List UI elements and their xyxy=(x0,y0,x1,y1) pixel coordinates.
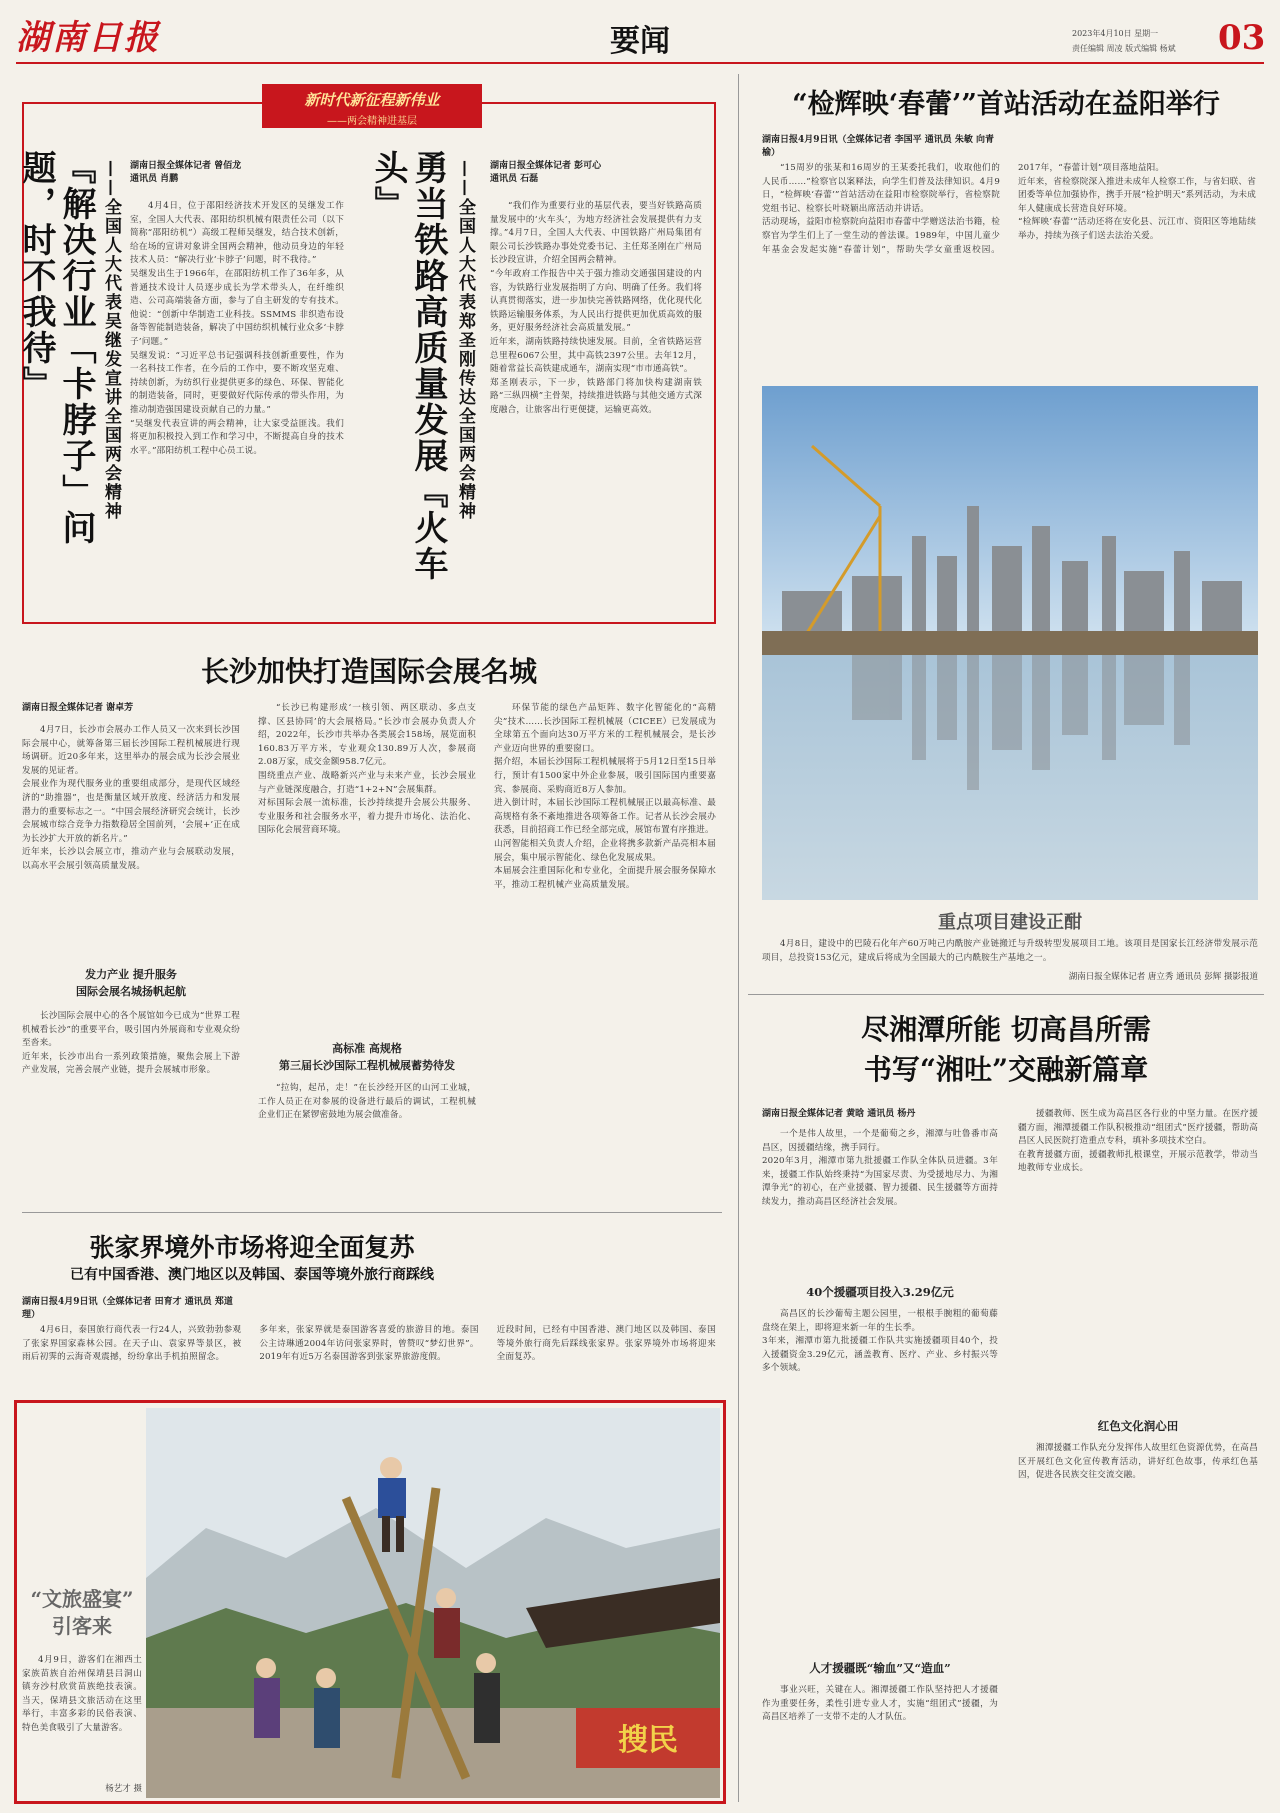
masthead-rule xyxy=(16,62,1264,64)
horizontal-rule xyxy=(748,994,1264,995)
article5-subtitle: 已有中国香港、澳门地区以及韩国、泰国等境外旅行商踩线 xyxy=(70,1267,434,1283)
article6-body-c: 事业兴旺，关键在人。湘潭援疆工作队坚持把人才援疆作为重要任务，柔性引进专业人才，实施“组团式”援疆，为高昌区培养了一支带不走的人才队伍。 xyxy=(762,1685,998,1723)
editor-line: 责任编辑 周凌 版式编辑 杨斌 xyxy=(1072,44,1176,53)
masthead xyxy=(0,0,1280,66)
vertical-rule xyxy=(738,74,739,1802)
newspaper-logo: 湖南日报 xyxy=(16,18,160,58)
article6-subhead3: 红色文化润心田 xyxy=(1097,1419,1179,1433)
article4-body: 4月7日，长沙市会展办工作人员又一次来到长沙国际会展中心，就筹备第三届长沙国际工程机械展进行现场调研。近20多年来，这里举办的展会成为长沙会展业发展的见证者。 会展业作为现代服务业的重要组成部分，是现代区域经济的“助推器”，也是衡量区域开放度、经济活力和发展潜力的重要标志之一。“中国会展经济研究会统计，长沙会展城市综合竞争力指数稳居全国前列，‘会展+’正在成为长沙扩大开放的新名片。” 近年来，长沙以会展立市，推动产业与会展联动发展，以高水平会展引领高质量发展。 xyxy=(22,725,240,871)
folk-photo xyxy=(146,1408,720,1798)
article5-body: 4月6日，泰国旅行商代表一行24人，兴致勃勃参观了张家界国家森林公园。在天子山、袁家界等景区，被雨后初霁的云海奇观震撼，纷纷拿出手机拍照留念。 多年来，张家界就是泰国游客喜爱的旅游目的地。泰国公主诗琳通2004年访问张家界时，曾赞叹“梦幻世界”。2019年有近5万名泰国游客到张家界旅游度假。 近段时间，已经有中国香港、澳门地区以及韩国、泰国等境外旅行商先后踩线张家界。张家界境外市场将迎来全面复苏。 xyxy=(22,1325,716,1363)
photo2-credit: 杨艺才 摄 xyxy=(105,1784,142,1794)
article6-col2b: 湘潭援疆工作队充分发挥伟人故里红色资源优势，在高昌区开展红色文化宣传教育活动，讲好红色故事，传承红色基因，促进各民族交往交流交融。 xyxy=(1018,1443,1258,1481)
article2-title: 勇当铁路高质量发展『火车头』 xyxy=(368,150,448,582)
section-title: 要闻 xyxy=(610,24,670,59)
article1-body: 4月4日，位于邵阳经济技术开发区的吴继发工作室，全国人大代表、邵阳纺织机械有限责任公司（以下简称“邵阳纺机”）高级工程师吴继发，结合技术创新，给在场的宣讲对象讲全国两会精神，他动员身边的年轻技术人员：“解决行业‘卡脖子’问题，时不我待。” 吴继发出生于1966年，在邵阳纺机工作了36年多，从普通技术设计人员逐步成长为学术带头人，在纤维织造、公司高端装备方面，参与了自主研发的专有技术。他说：“创新中华制造工业科技。SSMMS 非织造布设备等智能制造装备，解决了中国纺织机械行业众多‘卡脖子’问题。” 吴继发说：“习近平总书记强调科技创新重要性，作为一名科技工作者，在今后的工作中，要不断攻坚克难、持续创新，为纺织行业提供更多的绿色、环保、智能化的制造装备，同时，更要做好代际传承的带头作用，为推动制造强国建设贡献自己的力量。” “吴继发代表宣讲的两会精神，让大家受益匪浅。我们将更加积极投入到工作和学习中，不断提高自身的技术水平。”邵阳纺机工程中心员工说。 xyxy=(130,201,344,456)
photo1-credit: 湖南日报全媒体记者 唐立秀 通讯员 彭辉 摄影报道 xyxy=(1068,972,1258,982)
article4-byline: 湖南日报全媒体记者 谢卓芳 xyxy=(22,703,134,713)
article4-body-b: 长沙国际会展中心的各个展馆如今已成为“世界工程机械看长沙”的重要平台，吸引国内外展商和专业观众纷至沓来。 近年来，长沙市出台一系列政策措施，聚焦会展上下游产业发展，完善会展产业链，提升会展城市形象。 xyxy=(22,1011,240,1076)
article3-byline: 湖南日报4月9日讯（全媒体记者 李国平 通讯员 朱敏 向青榆） xyxy=(762,135,995,158)
article4-col3: 环保节能的绿色产品矩阵、数字化智能化的“高精尖”技术……长沙国际工程机械展（CICEE）已发展成为全球第五个面向达30万平方米的工程机械展会，是长沙产业迈向世界的重要窗口。 据介绍，本届长沙国际工程机械展将于5月12日至15日举行，预计有1500家中外企业参展，吸引国际国内重要嘉宾、参展商、采购商近8万人参加。 进入倒计时，本届长沙国际工程机械展正以最高标准、最高规格有条不紊地推进各项筹备工作。记者从长沙会展办获悉，目前招商工作已经全部完成，展馆布置有序推进。 山河智能相关负责人介绍，企业将携多款新产品亮相本届展会，集中展示智能化、绿色化发展成果。 本届展会注重国际化和专业化，全面提升展会服务保障水平，推动工程机械产业高质量发展。 xyxy=(494,703,716,890)
horizontal-rule xyxy=(22,1212,722,1213)
photo1-caption: 4月8日，建设中的巴陵石化年产60万吨己内酰胺产业链搬迁与升级转型发展项目工地。该项目是国家长江经济带发展示范项目，总投资153亿元，建成后将成为全国最大的己内酰胺生产基地之一。 xyxy=(762,939,1258,963)
photo2-title: “文旅盛宴” 引客来 xyxy=(30,1587,134,1638)
article6-body: 一个是伟人故里，一个是葡萄之乡，湘潭与吐鲁番市高昌区，因援疆结缘，携手同行。 2020年3月，湘潭市第九批援疆工作队全体队员进疆。3年来，援疆工作队始终秉持“为国家尽责、为受援地尽力、为湘潭争光”的初心，在产业援疆、智力援疆、民生援疆等方面持续发力，推动高昌区经济社会发展。 xyxy=(762,1129,998,1207)
article5-title: 张家界境外市场将迎全面复苏 xyxy=(89,1233,415,1262)
article2-body: “我们作为重要行业的基层代表，要当好铁路高质量发展中的‘火车头’，为地方经济社会发展提供有力支撑。”4月7日，全国人大代表、中国铁路广州局集团有限公司长沙铁路办事处党委书记、主任郑圣刚在广州局长沙段宣讲，介绍全国两会精神。 “今年政府工作报告中关于强力推动交通强国建设的内容，为铁路行业发展指明了方向、明确了任务。我们将认真贯彻落实，进一步加快完善铁路网络，优化现代化铁路运输服务体系，为人民出行提供更加优质高效的服务，更好服务经济社会高质量发展。” 近年来，湖南铁路持续快速发展。目前，全省铁路运营总里程6067公里，其中高铁2397公里。去年12月，随着常益长高铁建成通车，湖南实现“市市通高铁”。 郑圣刚表示，下一步，铁路部门将加快构建湖南铁路“三纵四横”主骨架，持续推进铁路与其他交通方式深度融合，让旅客出行更便捷，运输更高效。 xyxy=(490,201,702,415)
article3-body: “15周岁的张某和16周岁的王某委托我们，收取他们的人民币……”检察官以案释法，向学生们普及法律知识。4月9日，“检辉映‘春蕾’”首站活动在益阳市检察院举行，省检察院党组书记、检察长叶晓颖出席活动并讲话。 活动现场，益阳市检察院向益阳市春蕾中学赠送法治书籍，检察官为学生们上了一堂生动的普法课。1989年，中国儿童少年基金会发起实施“春蕾计划”，帮助失学女童重返校园。2017年，“春蕾计划”项目落地益阳。 近年来，省检察院深入推进未成年人检察工作，与省妇联、省团委等单位加强协作，携手开展“检护明天”系列活动，为未成年人健康成长营造良好环境。 “检辉映‘春蕾’”活动还将在安化县、沅江市、资阳区等地陆续举办，持续为孩子们送去法治关爱。 xyxy=(762,163,1256,255)
date-line: 2023年4月10日 星期一 xyxy=(1072,29,1159,38)
article4-subhead2: 高标准 高规格 第三届长沙国际工程机械展蓄势待发 xyxy=(279,1042,455,1072)
article4-col2b: “拉钩，起吊，走！”在长沙经开区的山河工业城，工作人员正在对参展的设备进行最后的调试，工程机械企业们正在紧锣密鼓地为展会做准备。 xyxy=(258,1083,476,1121)
photo-ground xyxy=(762,631,1258,655)
article4-subhead1: 发力产业 提升服务 国际会展名城扬帆起航 xyxy=(76,968,186,998)
article1-byline: 湖南日报全媒体记者 曾佰龙 通讯员 肖鹏 xyxy=(130,161,242,184)
sign-text: 搜民 xyxy=(618,1723,678,1758)
article4-col2: “长沙已构建形成‘一核引领、两区联动、多点支撑、区县协同’的大会展格局。”长沙市会展办负责人介绍，2022年，长沙市共举办各类展会158场，展览面积160.83万平方米，专业观众130.89万人次，参展商2.08万家，成交金额958.7亿元。 围绕重点产业、战略新兴产业与未来产业，长沙会展业与产业链深度融合，打造“1+2+N”会展集群。 对标国际会展一流标准，长沙持续提升会展公共服务、专业服务和社会服务水平，着力提升市场化、法治化、国际化会展营商环境。 xyxy=(258,703,476,836)
refinery-photo xyxy=(762,386,1258,900)
article2-subtitle: ——全国人大代表郑圣刚传达全国两会精神 xyxy=(455,160,475,521)
photo1-caption-title: 重点项目建设正酣 xyxy=(938,912,1082,933)
article6-byline: 湖南日报全媒体记者 黄晗 通讯员 杨丹 xyxy=(762,1109,916,1119)
photo2-caption: 4月9日，游客们在湘西土家族苗族自治州保靖县吕洞山镇夯沙村欣赏苗族绝技表演。当天，保靖县文旅活动在这里举行，丰富多彩的民俗表演、特色美食吸引了大量游客。 xyxy=(22,1655,142,1733)
article6-body-b: 高昌区的长沙葡萄主题公园里，一根根手腕粗的葡萄藤盘绕在架上，即将迎来新一年的生长季。 3年来，湘潭市第九批援疆工作队共实施援疆项目40个，投入援疆资金3.29亿元，涵盖教育、医疗、产业、乡村振兴等多个领域。 xyxy=(762,1309,998,1374)
article6-subhead2: 人才援疆既“输血”又“造血” xyxy=(809,1661,951,1675)
article6-title: 尽湘潭所能 切高昌所需 书写“湘吐”交融新篇章 xyxy=(861,1013,1151,1086)
article5-byline: 湖南日报4月9日讯（全媒体记者 田育才 通讯员 郑道理） xyxy=(22,1297,233,1320)
banner-title: 新时代新征程新伟业 xyxy=(304,91,440,109)
page-number: 03 xyxy=(1218,18,1266,58)
article6-col2: 援疆教师、医生成为高昌区各行业的中坚力量。在医疗援疆方面，湘潭援疆工作队积极推动“组团式”医疗援疆，帮助高昌区人民医院打造重点专科，填补多项技术空白。 在教育援疆方面，援疆教师扎根课堂，开展示范教学，带动当地教师专业成长。 xyxy=(1018,1109,1258,1174)
article4-title: 长沙加快打造国际会展名城 xyxy=(200,655,537,688)
article2-byline: 湖南日报全媒体记者 彭可心 通讯员 石磊 xyxy=(490,161,602,184)
article3-title: “检辉映‘春蕾’”首站活动在益阳举行 xyxy=(792,89,1220,120)
article1-title: 『解决行业「卡脖子」问题，时不我待』 xyxy=(16,150,96,546)
banner xyxy=(262,84,482,128)
article6-subhead1: 40个援疆项目投入3.29亿元 xyxy=(806,1285,954,1299)
banner-subtitle: ——两会精神进基层 xyxy=(327,116,417,127)
article1-subtitle: ——全国人大代表吴继发宣讲全国两会精神 xyxy=(101,160,121,521)
